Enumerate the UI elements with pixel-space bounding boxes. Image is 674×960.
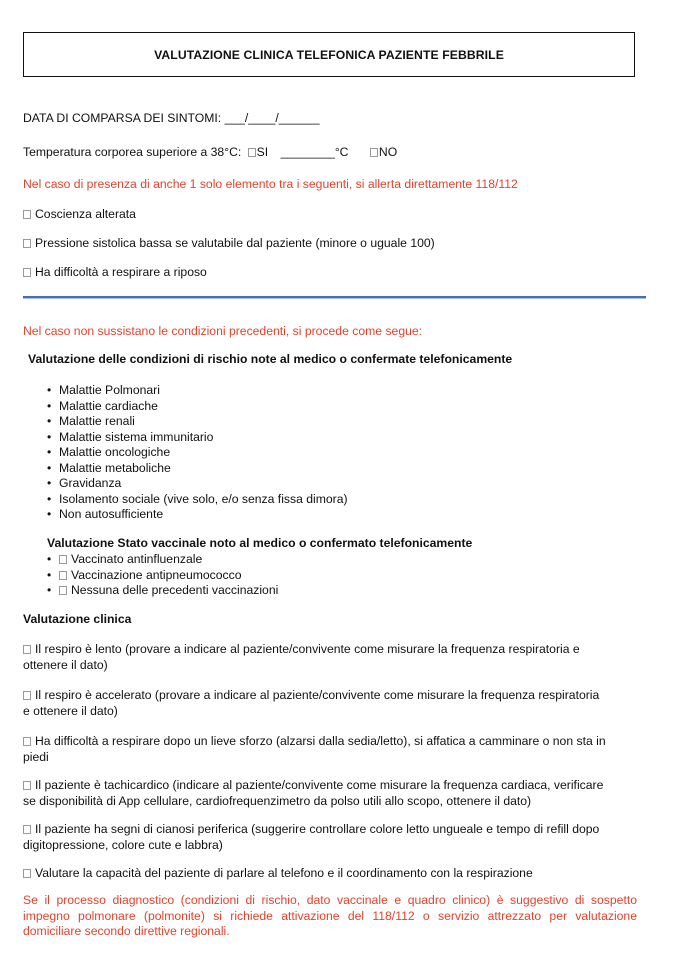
clinical-item-text-cont: piedi [23, 750, 49, 764]
risk-item: • Malattie metaboliche [47, 461, 348, 477]
clinical-item-checkbox[interactable] [23, 645, 31, 654]
else-note: Nel caso non sussistano le condizioni precedenti, si procede come segue: [23, 324, 423, 338]
risk-item: • Gravidanza [47, 476, 348, 492]
clinical-item-text: Valutare la capacità del paziente di parlare al telefono e il coordinamento con la respirazione [35, 866, 533, 880]
alert-item [23, 265, 207, 279]
clinical-item-checkbox[interactable] [23, 691, 31, 700]
clinical-item [23, 641, 637, 673]
risk-item: • Non autosufficiente [47, 507, 348, 523]
vaccine-list [47, 552, 278, 599]
clinical-item-checkbox[interactable] [23, 825, 31, 834]
document-title: VALUTAZIONE CLINICA TELEFONICA PAZIENTE FEBBRILE [23, 32, 635, 77]
clinical-item-text-cont: ottenere il dato) [23, 658, 108, 672]
temperature-no-label: NO [378, 145, 398, 159]
onset-date-row [23, 111, 319, 125]
vaccine-item-label: Vaccinato antinfluenzale [71, 552, 203, 566]
clinical-heading: Valutazione clinica [23, 612, 132, 626]
risk-item: • Malattie Polmonari [47, 383, 348, 399]
alert-item-label: Pressione sistolica bassa se valutabile dal paziente (minore o uguale 100) [35, 236, 435, 250]
temperature-unit: °C [334, 145, 349, 159]
alert-item-checkbox[interactable] [23, 239, 31, 248]
temperature-row [23, 145, 397, 159]
vaccine-item [47, 583, 278, 599]
clinical-item-text-cont: se disponibilità di App cellulare, cardiofrequenzimetro da polso utili allo scopo, ottenere il dato) [23, 794, 532, 808]
alert-item-label: Coscienza alterata [35, 207, 136, 221]
risk-item: • Malattie sistema immunitario [47, 430, 348, 446]
clinical-item-checkbox[interactable] [23, 781, 31, 790]
vaccine-item-checkbox[interactable] [59, 571, 67, 580]
alert-item [23, 236, 435, 250]
temperature-no-checkbox[interactable] [370, 148, 378, 157]
vaccine-item-checkbox[interactable] [59, 586, 67, 595]
onset-date-field[interactable]: ___/____/______ [224, 111, 320, 125]
risk-list [47, 383, 348, 523]
vaccine-item-label: Nessuna delle precedenti vaccinazioni [71, 583, 279, 597]
vaccine-item [47, 568, 278, 584]
clinical-item-text: Il respiro è accelerato (provare a indicare al paziente/convivente come misurare la frequenza respiratoria [35, 688, 600, 702]
alert-item-checkbox[interactable] [23, 268, 31, 277]
vaccine-item-label: Vaccinazione antipneumococco [71, 567, 242, 582]
onset-date-label: DATA DI COMPARSA DEI SINTOMI: [23, 111, 222, 125]
alert-item-label: Ha difficoltà a respirare a riposo [35, 265, 207, 279]
clinical-item [23, 777, 637, 809]
vaccine-item [47, 552, 278, 568]
clinical-item-text-cont: digitopressione, colore cute e labbra) [23, 838, 223, 852]
risk-item: • Malattie oncologiche [47, 445, 348, 461]
temperature-value-field[interactable]: ________ [280, 145, 335, 159]
clinical-item-checkbox[interactable] [23, 869, 31, 878]
risk-heading: Valutazione delle condizioni di rischio note al medico o confermate telefonicamente [28, 352, 513, 366]
alert-item [23, 207, 136, 221]
risk-item: • Malattie renali [47, 414, 348, 430]
clinical-item-text: Ha difficoltà a respirare dopo un lieve sforzo (alzarsi dalla sedia/letto), si affatica a camminare o non sta in [35, 734, 606, 748]
section-divider [23, 296, 646, 298]
temperature-yes-label: SI [256, 145, 269, 159]
conclusion-note: Se il processo diagnostico (condizioni di rischio, dato vaccinale e quadro clinico) è suggestivo di sospetto impegno polmonare (polmonite) si richiede attivazione del 118/112 o servizio attrezzato per valutazione domiciliare secondo direttive regionali. [23, 893, 637, 938]
clinical-item [23, 687, 637, 719]
clinical-item-checkbox[interactable] [23, 737, 31, 746]
clinical-item [23, 733, 637, 765]
clinical-item-text: Il paziente è tachicardico (indicare al paziente/convivente come misurare la frequenza cardiaca, verificare [35, 778, 604, 792]
vaccine-item-checkbox[interactable] [59, 555, 67, 564]
temperature-label: Temperatura corporea superiore a 38°C: [23, 145, 242, 159]
clinical-item-text: Il respiro è lento (provare a indicare al paziente/convivente come misurare la frequenza respiratoria e [35, 642, 580, 656]
risk-item: • Isolamento sociale (vive solo, e/o senza fissa dimora) [47, 492, 348, 508]
risk-item: • Malattie cardiache [47, 399, 348, 415]
clinical-item [23, 821, 637, 853]
temperature-yes-checkbox[interactable] [248, 148, 256, 157]
clinical-item-text-cont: e ottenere il dato) [23, 704, 118, 718]
vaccine-heading: Valutazione Stato vaccinale noto al medico o confermato telefonicamente [47, 536, 473, 550]
alert-item-checkbox[interactable] [23, 210, 31, 219]
clinical-item [23, 865, 637, 881]
alert-note: Nel caso di presenza di anche 1 solo elemento tra i seguenti, si allerta direttamente 118/112 [23, 177, 518, 191]
clinical-item-text: Il paziente ha segni di cianosi periferica (suggerire controllare colore letto ungueale e tempo di refill dopo [35, 822, 600, 836]
